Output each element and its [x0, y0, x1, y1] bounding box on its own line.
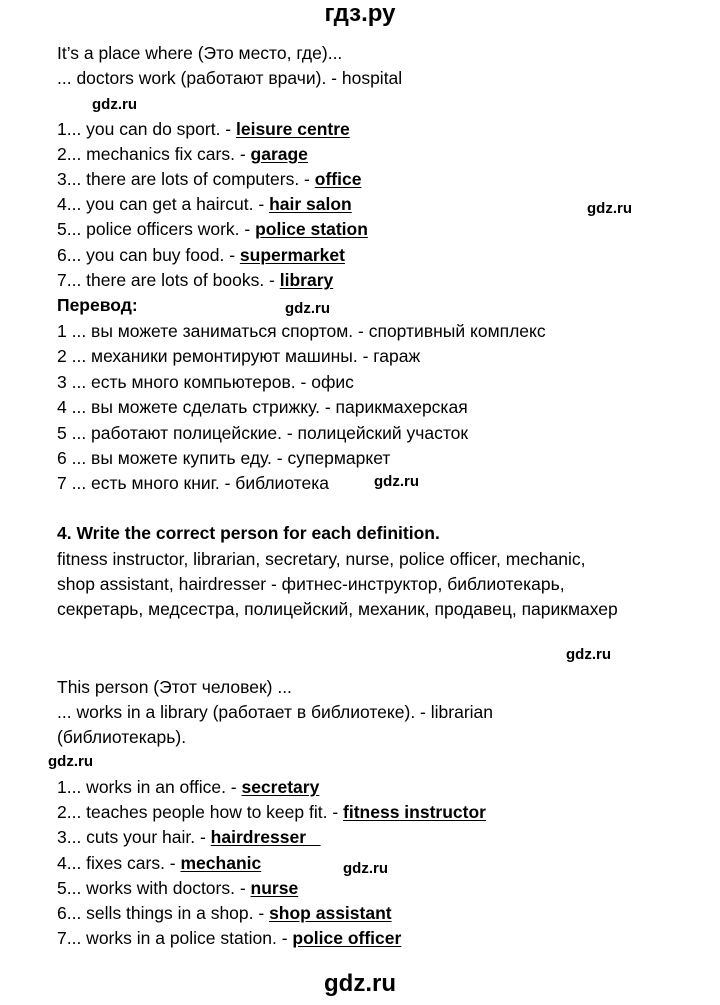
answer: police officer	[292, 928, 402, 948]
watermark: gdz.ru	[285, 300, 330, 317]
watermark: gdz.ru	[48, 753, 93, 770]
list-item: 1... works in an office. - secretary	[57, 777, 320, 797]
translation-line: 4 ... вы можете сделать стрижку. - парикмахерская	[57, 397, 468, 417]
watermark: gdz.ru	[343, 860, 388, 877]
answer: shop assistant	[269, 903, 392, 923]
answer: fitness instructor	[343, 802, 486, 822]
translation-line: 1 ... вы можете заниматься спортом. - спортивный комплекс	[57, 321, 546, 341]
answer: hair salon	[269, 194, 352, 214]
list-item: 2... mechanics fix cars. - garage	[57, 144, 308, 164]
list-item: 6... you can buy food. - supermarket	[57, 245, 345, 265]
part4-example-cont: (библиотекарь).	[57, 727, 187, 747]
part3-intro: It’s a place where (Это место, где)...	[57, 43, 343, 63]
list-item: 5... works with doctors. - nurse	[57, 878, 299, 898]
answer: mechanic	[180, 853, 262, 873]
word-list: fitness instructor, librarian, secretary, nurse, police officer, mechanic,	[57, 549, 586, 569]
part4-example: ... works in a library (работает в библиотеке). - librarian	[57, 702, 493, 722]
answer: supermarket	[239, 245, 345, 265]
list-item: 1... you can do sport. - leisure centre	[57, 119, 350, 139]
word-list: shop assistant, hairdresser - фитнес-инструктор, библиотекарь,	[57, 574, 565, 594]
list-item: 4... you can get a haircut. - hair salon	[57, 194, 352, 214]
translation-line: 2 ... механики ремонтируют машины. - гараж	[57, 346, 421, 366]
list-item: 7... there are lots of books. - library	[57, 270, 334, 290]
translation-line: 6 ... вы можете купить еду. - супермаркет	[57, 448, 391, 468]
site-footer: gdz.ru	[324, 970, 396, 997]
answer: office	[314, 169, 362, 189]
part4-intro: This person (Этот человек) ...	[57, 677, 292, 697]
answer: library	[279, 270, 334, 290]
part3-example: ... doctors work (работают врачи). - hospital	[57, 68, 403, 88]
list-item: 6... sells things in a shop. - shop assistant	[57, 903, 392, 923]
watermark: gdz.ru	[587, 200, 632, 217]
translation-line: 3 ... есть много компьютеров. - офис	[57, 372, 354, 392]
watermark: gdz.ru	[92, 96, 137, 113]
site-header: гдз.ру	[324, 0, 396, 27]
watermark: gdz.ru	[374, 473, 419, 490]
list-item: 3... there are lots of computers. - office	[57, 169, 362, 189]
watermark: gdz.ru	[566, 646, 611, 663]
answer: nurse	[250, 878, 299, 898]
list-item: 4... fixes cars. - mechanic	[57, 853, 262, 873]
translation-line: 7 ... есть много книг. - библиотека	[57, 473, 329, 493]
list-item: 5... police officers work. - police station	[57, 219, 368, 239]
word-list: секретарь, медсестра, полицейский, механик, продавец, парикмахер	[57, 599, 618, 619]
answer: leisure centre	[235, 119, 350, 139]
list-item: 7... works in a police station. - police officer	[57, 928, 402, 948]
list-item: 2... teaches people how to keep fit. - fitness instructor	[57, 802, 486, 822]
answer: secretary	[241, 777, 320, 797]
translation-line: 5 ... работают полицейские. - полицейский участок	[57, 423, 469, 443]
answer: hairdresser	[210, 827, 321, 847]
answer: garage	[250, 144, 308, 164]
list-item: 3... cuts your hair. - hairdresser	[57, 827, 321, 847]
exercise-title: 4. Write the correct person for each definition.	[57, 523, 440, 543]
translation-title: Перевод:	[57, 295, 138, 315]
answer: police station	[255, 219, 368, 239]
